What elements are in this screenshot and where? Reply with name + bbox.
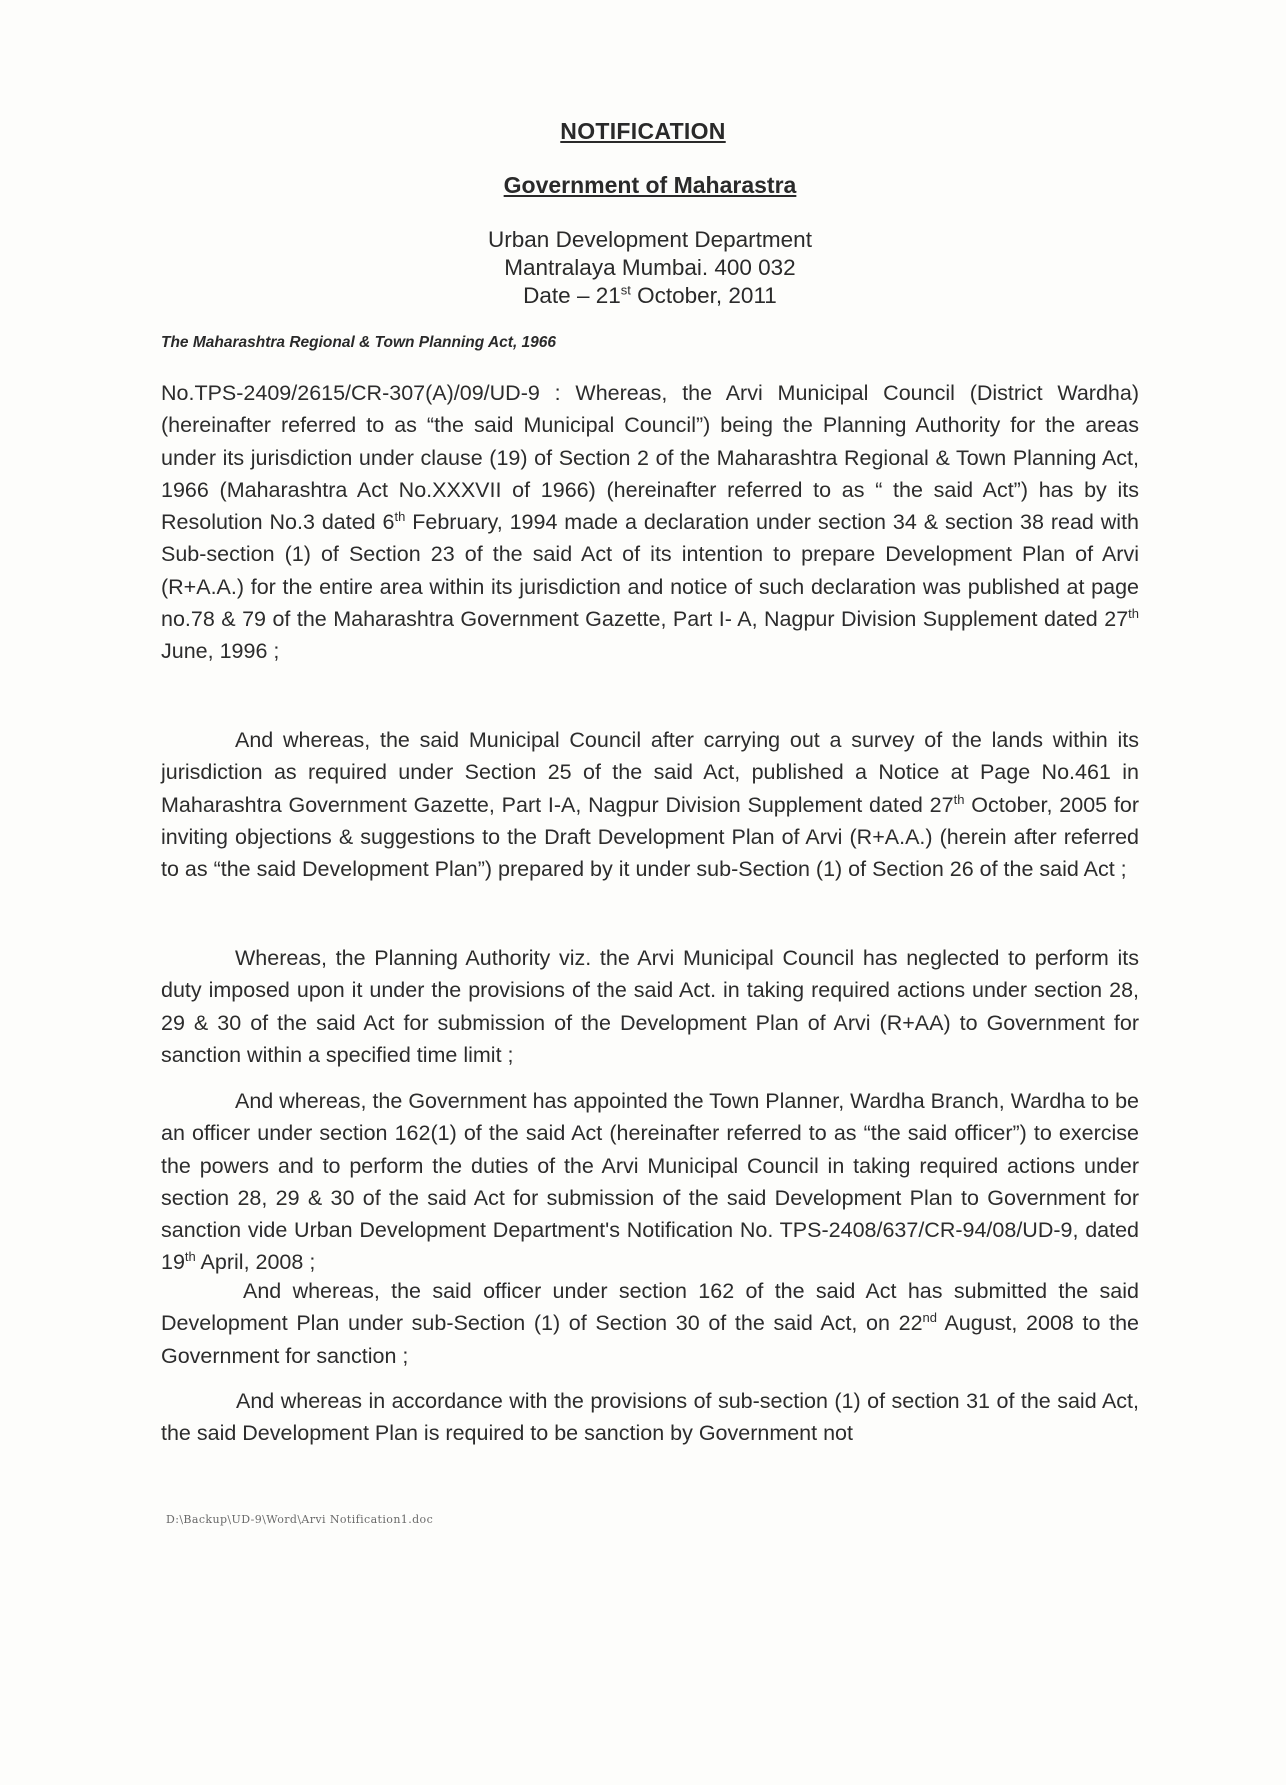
paragraph-4-sup-a: th [184, 1249, 196, 1265]
department-name: Urban Development Department [488, 227, 812, 252]
paragraph-3 [161, 942, 1139, 1071]
paragraph-1 [161, 377, 1139, 668]
paragraph-1-text-a: No.TPS-2409/2615/CR-307(A)/09/UD-9 : Whereas, the Arvi Municipal Council (District Wardha) (hereinafter referred to as “the said Municipal Council”) being the Planning Authority for the areas under its jurisdiction under clause (19) of Section 2 of the Maharashtra Regional & Town Planning Act, 1966 (Maharashtra Act No.XXXVII of 1966) (hereinafter referred to as “ the said Act”) has by its Resolution No.3 dated 6 [161, 381, 1139, 535]
date-suffix: October, 2011 [630, 283, 777, 308]
paragraph-4-text-a: And whereas, the Government has appointed the Town Planner, Wardha Branch, Wardha to be an officer under section 162(1) of the said Act (hereinafter referred to as “the said officer”) to exercise the powers and to perform the duties of the Arvi Municipal Council in taking required actions under section 28, 29 & 30 of the said Act for submission of the said Development Plan to Government for sanction vide Urban Development Department's Notification No. TPS-2408/637/CR-94/08/UD-9, dated 19 [161, 1089, 1139, 1275]
government-heading: Government of Maharastra [503, 172, 797, 198]
date-prefix: Date – 21 [523, 283, 621, 308]
paragraph-4-text-b: April, 2008 ; [195, 1250, 316, 1275]
paragraph-1-sup-a: th [394, 509, 406, 525]
paragraph-5 [161, 1275, 1139, 1372]
paragraph-2-text-b: October, 2005 for inviting objections & suggestions to the Draft Development Plan of Arvi (R+A.A.) (herein after referred to as “the said Development Plan”) prepared by it under sub-Section (1) of Section 26 of the said Act ; [161, 792, 1139, 882]
date-sup: st [620, 282, 631, 298]
paragraph-2-text-a: And whereas, the said Municipal Council after carrying out a survey of the lands within its jurisdiction as required under Section 25 of the said Act, published a Notice at Page No.461 in Maharashtra Government Gazette, Part I-A, Nagpur Division Supplement dated 27 [161, 728, 1139, 817]
paragraph-1-sup-b: th [1128, 605, 1139, 621]
footer-file-path: D:\Backup\UD-9\Word\Arvi Notification1.doc [166, 1513, 434, 1526]
paragraph-1-text-c: June, 1996 ; [161, 639, 280, 664]
paragraph-2-sup-a: th [953, 791, 965, 807]
notification-heading: NOTIFICATION [560, 118, 726, 144]
paragraph-4 [161, 1085, 1139, 1279]
paragraph-3-text: Whereas, the Planning Authority viz. the Arvi Municipal Council has neglected to perform its duty imposed upon it under the provisions of the said Act. in taking required actions under section 28, 29 & 30 of the said Act for submission of the Development Plan of Arvi (R+AA) to Government for sanction within a specified time limit ; [161, 946, 1139, 1067]
paragraph-6-text: And whereas in accordance with the provisions of sub-section (1) of section 31 of the said Act, the said Development Plan is required to be sanction by Government not [161, 1389, 1139, 1446]
paragraph-5-text-a: And whereas, the said officer under section 162 of the said Act has submitted the said Development Plan under sub-Section (1) of Section 30 of the said Act, on 22 [161, 1279, 1139, 1336]
paragraph-2 [161, 724, 1139, 885]
paragraph-5-sup-a: nd [922, 1310, 937, 1326]
paragraph-1-text-b: February, 1994 made a declaration under section 34 & section 38 read with Sub-section (1) of Section 23 of the said Act of its intention to prepare Development Plan of Arvi (R+A.A.) for the entire area within its jurisdiction and notice of such declaration was published at page no.78 & 79 of the Maharashtra Government Gazette, Part I- A, Nagpur Division Supplement dated 27 [161, 510, 1139, 632]
department-address: Mantralaya Mumbai. 400 032 [504, 255, 796, 280]
department-address-block [7, 226, 1286, 310]
paragraph-5-text-b: August, 2008 to the Government for sanction ; [161, 1311, 1139, 1368]
act-reference: The Maharashtra Regional & Town Planning Act, 1966 [161, 334, 557, 351]
notification-date [7, 282, 1286, 310]
paragraph-6 [161, 1385, 1139, 1450]
